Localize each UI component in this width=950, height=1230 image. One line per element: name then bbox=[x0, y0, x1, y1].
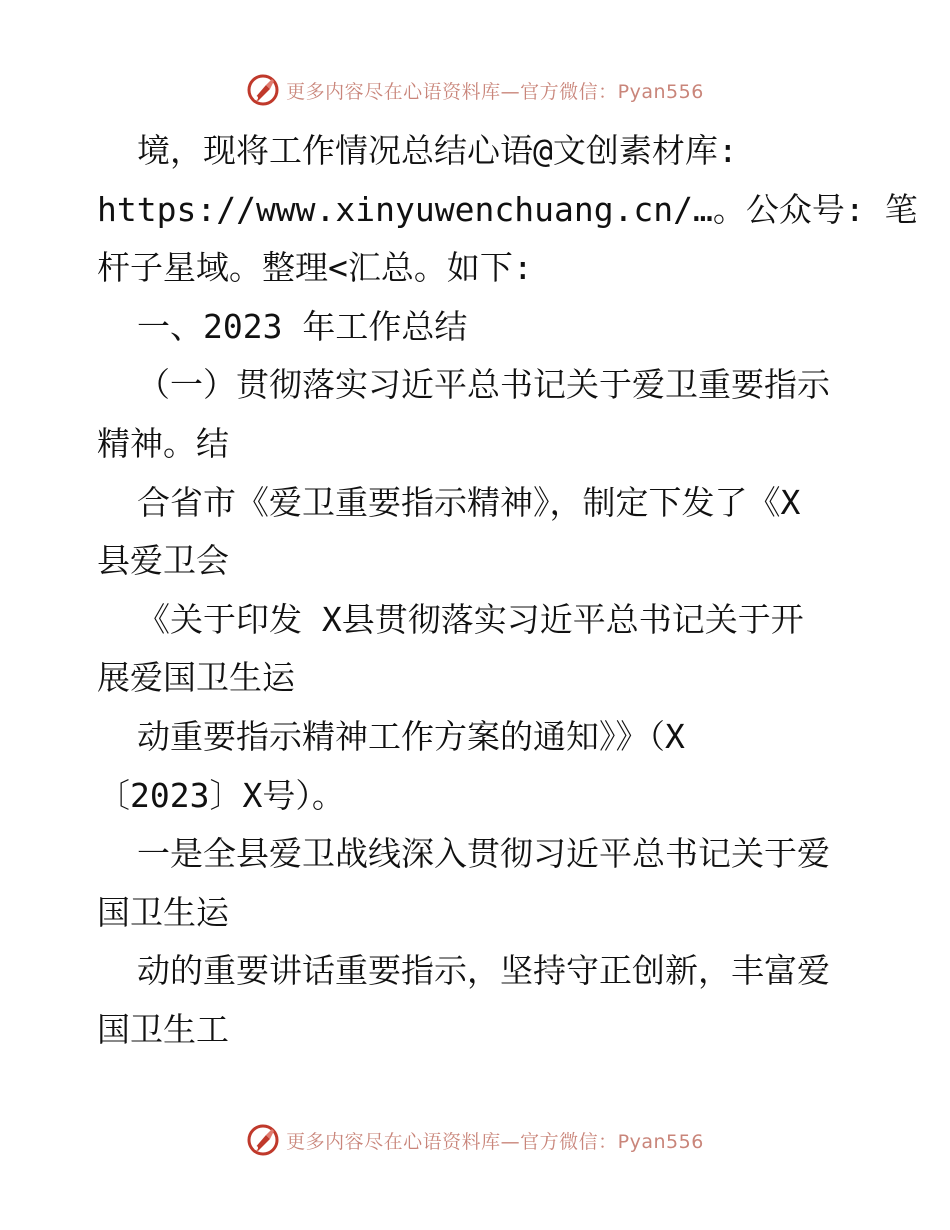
watermark-text: 更多内容尽在心语资料库—官方微信：Pyan556 bbox=[286, 1130, 704, 1153]
text-line: 县爱卫会 bbox=[97, 541, 229, 581]
text-line: 动重要指示精神工作方案的通知》》（X bbox=[137, 716, 685, 756]
text-line: 国卫生运 bbox=[97, 892, 229, 932]
text-line: 展爱国卫生运 bbox=[97, 658, 295, 698]
text-line: 境，现将工作情况总结心语@文创素材库: bbox=[137, 131, 738, 170]
text-line: 精神。结 bbox=[97, 423, 229, 463]
text-line: （一）贯彻落实习近平总书记关于爱卫重要指示 bbox=[137, 365, 830, 405]
watermark-text: 更多内容尽在心语资料库—官方微信：Pyan556 bbox=[286, 80, 704, 103]
document-body bbox=[97, 122, 918, 1060]
text-line: 合省市《爱卫重要指示精神》，制定下发了《X bbox=[137, 482, 801, 522]
text-line: 国卫生工 bbox=[97, 1009, 229, 1049]
text-line: 〔2023〕X号）。 bbox=[97, 775, 345, 815]
text-line: 动的重要讲话重要指示，坚持守正创新，丰富爱 bbox=[137, 951, 830, 991]
header-watermark bbox=[0, 70, 950, 110]
text-line: 杆子星域。整理<汇总。如下: bbox=[97, 248, 533, 288]
text-line: https://www.xinyuwenchuang.cn/…。公众号: 笔 bbox=[97, 189, 918, 229]
text-line: 《关于印发 X县贯彻落实习近平总书记关于开 bbox=[137, 599, 804, 639]
pen-logo-icon bbox=[246, 1123, 280, 1157]
pen-logo-icon bbox=[246, 73, 280, 107]
text-line: 一、2023 年工作总结 bbox=[137, 306, 468, 346]
footer-watermark bbox=[0, 1120, 950, 1160]
text-line: 一是全县爱卫战线深入贯彻习近平总书记关于爱 bbox=[137, 834, 830, 874]
